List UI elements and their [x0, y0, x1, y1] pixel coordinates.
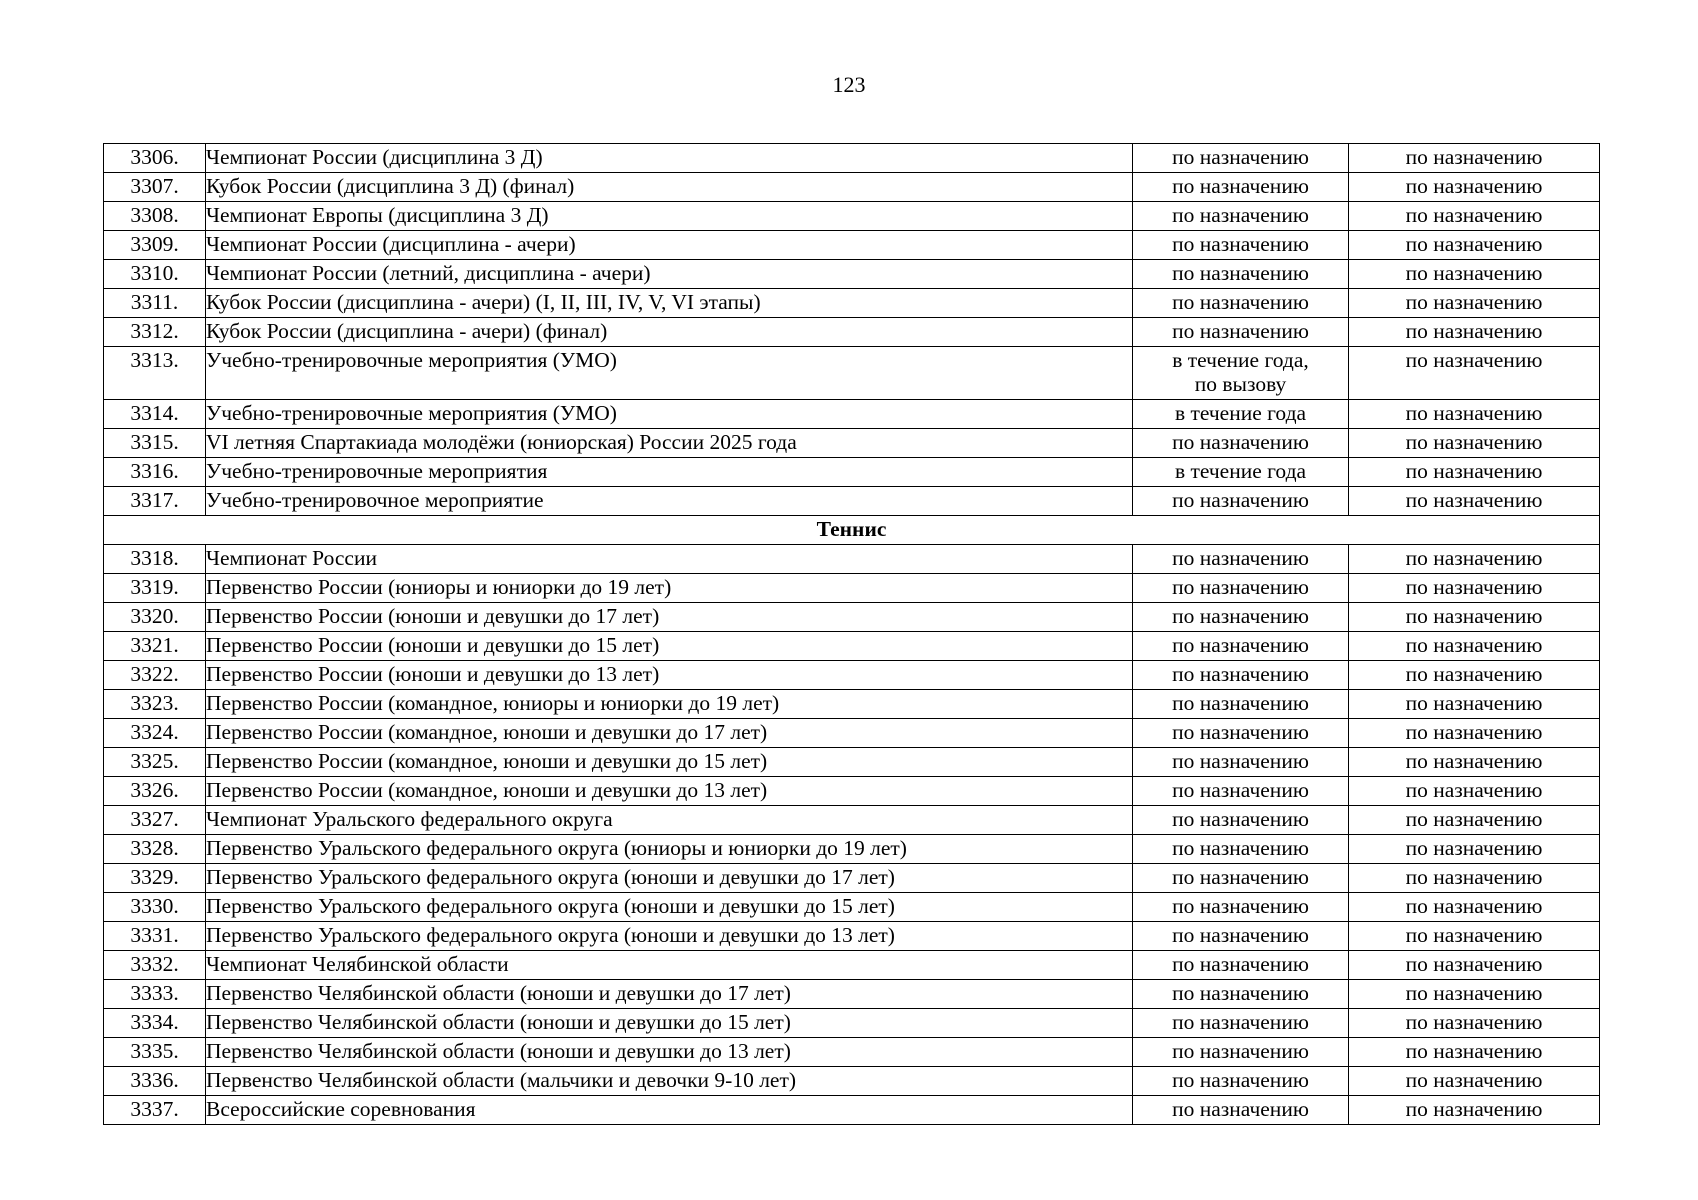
- event-date: по назначению: [1133, 893, 1349, 922]
- row-number: 3332.: [104, 951, 206, 980]
- row-number: 3317.: [104, 487, 206, 516]
- section-title: Теннис: [104, 516, 1600, 545]
- section-header-row: [104, 516, 1600, 545]
- row-number: 3315.: [104, 429, 206, 458]
- event-date: по назначению: [1133, 260, 1349, 289]
- event-name: Первенство Уральского федерального округа (юноши и девушки до 17 лет): [206, 864, 1133, 893]
- table-row: [104, 231, 1600, 260]
- row-number: 3312.: [104, 318, 206, 347]
- event-place: по назначению: [1349, 835, 1600, 864]
- row-number: 3326.: [104, 777, 206, 806]
- event-name: Кубок России (дисциплина - ачери) (финал): [206, 318, 1133, 347]
- table-row: [104, 1067, 1600, 1096]
- event-place: по назначению: [1349, 1038, 1600, 1067]
- event-date: по назначению: [1133, 661, 1349, 690]
- event-date: по назначению: [1133, 144, 1349, 173]
- event-date: по назначению: [1133, 318, 1349, 347]
- event-name: Чемпионат России (дисциплина 3 Д): [206, 144, 1133, 173]
- event-date: по назначению: [1133, 1038, 1349, 1067]
- events-table-body: [104, 144, 1600, 1125]
- event-name: Учебно-тренировочные мероприятия (УМО): [206, 400, 1133, 429]
- event-date: по назначению: [1133, 719, 1349, 748]
- row-number: 3311.: [104, 289, 206, 318]
- table-row: [104, 1009, 1600, 1038]
- row-number: 3334.: [104, 1009, 206, 1038]
- event-place: по назначению: [1349, 777, 1600, 806]
- event-place: по назначению: [1349, 603, 1600, 632]
- event-date: по назначению: [1133, 632, 1349, 661]
- row-number: 3319.: [104, 574, 206, 603]
- row-number: 3329.: [104, 864, 206, 893]
- event-place: по назначению: [1349, 951, 1600, 980]
- event-place: по назначению: [1349, 144, 1600, 173]
- table-row: [104, 603, 1600, 632]
- table-row: [104, 400, 1600, 429]
- event-date-line2: по вызову: [1194, 372, 1287, 396]
- event-date: по назначению: [1133, 1067, 1349, 1096]
- table-row: [104, 1096, 1600, 1125]
- event-place: по назначению: [1349, 545, 1600, 574]
- table-row: [104, 864, 1600, 893]
- event-place: по назначению: [1349, 690, 1600, 719]
- table-row: [104, 487, 1600, 516]
- event-name: Чемпионат России (летний, дисциплина - ачери): [206, 260, 1133, 289]
- event-name: Учебно-тренировочные мероприятия: [206, 458, 1133, 487]
- row-number: 3321.: [104, 632, 206, 661]
- event-place: по назначению: [1349, 202, 1600, 231]
- table-row: [104, 289, 1600, 318]
- row-number: 3336.: [104, 1067, 206, 1096]
- table-row: [104, 632, 1600, 661]
- row-number: 3307.: [104, 173, 206, 202]
- table-row: [104, 922, 1600, 951]
- table-row: [104, 429, 1600, 458]
- event-name: Кубок России (дисциплина - ачери) (I, II, III, IV, V, VI этапы): [206, 289, 1133, 318]
- event-name: Первенство России (юноши и девушки до 13 лет): [206, 661, 1133, 690]
- event-name: Чемпионат Европы (дисциплина 3 Д): [206, 202, 1133, 231]
- table-row: [104, 202, 1600, 231]
- event-place: по назначению: [1349, 661, 1600, 690]
- event-date: по назначению: [1133, 1009, 1349, 1038]
- event-date: по назначению: [1133, 429, 1349, 458]
- event-date: по назначению: [1133, 574, 1349, 603]
- table-row: [104, 951, 1600, 980]
- event-name: Первенство Уральского федерального округа (юниоры и юниорки до 19 лет): [206, 835, 1133, 864]
- row-number: 3314.: [104, 400, 206, 429]
- event-place: по назначению: [1349, 980, 1600, 1009]
- event-name: Учебно-тренировочное мероприятие: [206, 487, 1133, 516]
- event-place: по назначению: [1349, 289, 1600, 318]
- event-date: по назначению: [1133, 835, 1349, 864]
- event-name: Первенство России (командное, юноши и девушки до 17 лет): [206, 719, 1133, 748]
- row-number: 3308.: [104, 202, 206, 231]
- table-row: [104, 806, 1600, 835]
- event-place: по назначению: [1349, 318, 1600, 347]
- event-name: Первенство Уральского федерального округа (юноши и девушки до 15 лет): [206, 893, 1133, 922]
- event-place: по назначению: [1349, 400, 1600, 429]
- event-place: по назначению: [1349, 1096, 1600, 1125]
- event-place: по назначению: [1349, 864, 1600, 893]
- event-name: Чемпионат Челябинской области: [206, 951, 1133, 980]
- event-date: по назначению: [1133, 864, 1349, 893]
- table-row: [104, 835, 1600, 864]
- event-name: VI летняя Спартакиада молодёжи (юниорская) России 2025 года: [206, 429, 1133, 458]
- event-name: Первенство Челябинской области (юноши и девушки до 17 лет): [206, 980, 1133, 1009]
- event-date: по назначению: [1133, 806, 1349, 835]
- row-number: 3335.: [104, 1038, 206, 1067]
- event-name: Первенство Челябинской области (мальчики и девочки 9-10 лет): [206, 1067, 1133, 1096]
- row-number: 3337.: [104, 1096, 206, 1125]
- page-number: 123: [832, 72, 866, 97]
- row-number: 3322.: [104, 661, 206, 690]
- table-row: [104, 173, 1600, 202]
- event-name: Чемпионат Уральского федерального округа: [206, 806, 1133, 835]
- row-number: 3327.: [104, 806, 206, 835]
- event-name: Первенство Челябинской области (юноши и девушки до 13 лет): [206, 1038, 1133, 1067]
- row-number: 3328.: [104, 835, 206, 864]
- row-number: 3323.: [104, 690, 206, 719]
- event-name: Первенство России (командное, юноши и девушки до 13 лет): [206, 777, 1133, 806]
- event-name: Первенство России (командное, юноши и девушки до 15 лет): [206, 748, 1133, 777]
- event-date: в течение года: [1133, 400, 1349, 429]
- event-name: Всероссийские соревнования: [206, 1096, 1133, 1125]
- table-row: [104, 318, 1600, 347]
- table-row: [104, 545, 1600, 574]
- event-name: Первенство России (командное, юниоры и юниорки до 19 лет): [206, 690, 1133, 719]
- event-name: Первенство России (юниоры и юниорки до 19 лет): [206, 574, 1133, 603]
- event-date: по назначению: [1133, 951, 1349, 980]
- event-date: по назначению: [1133, 231, 1349, 260]
- table-row: [104, 690, 1600, 719]
- event-place: по назначению: [1349, 922, 1600, 951]
- table-row: [104, 777, 1600, 806]
- event-date: по назначению: [1133, 980, 1349, 1009]
- event-date: по назначению: [1133, 289, 1349, 318]
- table-row: [104, 719, 1600, 748]
- event-name: Первенство Уральского федерального округа (юноши и девушки до 13 лет): [206, 922, 1133, 951]
- row-number: 3320.: [104, 603, 206, 632]
- table-row: [104, 893, 1600, 922]
- row-number: 3330.: [104, 893, 206, 922]
- table-row: [104, 347, 1600, 400]
- events-table: [103, 143, 1600, 1125]
- event-date: по назначению: [1133, 922, 1349, 951]
- event-date-line1: в течение года,: [1172, 348, 1309, 372]
- event-place: по назначению: [1349, 429, 1600, 458]
- row-number: 3309.: [104, 231, 206, 260]
- event-place: по назначению: [1349, 893, 1600, 922]
- table-row: [104, 574, 1600, 603]
- event-name: Первенство России (юноши и девушки до 15 лет): [206, 632, 1133, 661]
- row-number: 3331.: [104, 922, 206, 951]
- event-date: по назначению: [1133, 603, 1349, 632]
- row-number: 3333.: [104, 980, 206, 1009]
- event-place: по назначению: [1349, 231, 1600, 260]
- event-date: в течение года: [1133, 458, 1349, 487]
- table-row: [104, 260, 1600, 289]
- event-name: Учебно-тренировочные мероприятия (УМО): [206, 347, 1133, 400]
- event-name: Первенство России (юноши и девушки до 17 лет): [206, 603, 1133, 632]
- event-name: Первенство Челябинской области (юноши и девушки до 15 лет): [206, 1009, 1133, 1038]
- event-place: по назначению: [1349, 173, 1600, 202]
- event-date: по назначению: [1133, 1096, 1349, 1125]
- table-row: [104, 458, 1600, 487]
- event-place: по назначению: [1349, 574, 1600, 603]
- event-place: по назначению: [1349, 1009, 1600, 1038]
- event-place: по назначению: [1349, 347, 1600, 400]
- row-number: 3310.: [104, 260, 206, 289]
- row-number: 3318.: [104, 545, 206, 574]
- event-date: по назначению: [1133, 202, 1349, 231]
- event-name: Кубок России (дисциплина 3 Д) (финал): [206, 173, 1133, 202]
- event-place: по назначению: [1349, 260, 1600, 289]
- event-place: по назначению: [1349, 748, 1600, 777]
- row-number: 3325.: [104, 748, 206, 777]
- event-name: Чемпионат России (дисциплина - ачери): [206, 231, 1133, 260]
- table-row: [104, 1038, 1600, 1067]
- event-name: Чемпионат России: [206, 545, 1133, 574]
- row-number: 3306.: [104, 144, 206, 173]
- row-number: 3313.: [104, 347, 206, 400]
- event-place: по назначению: [1349, 632, 1600, 661]
- event-date: по назначению: [1133, 748, 1349, 777]
- table-row: [104, 144, 1600, 173]
- event-date: по назначению: [1133, 545, 1349, 574]
- event-place: по назначению: [1349, 458, 1600, 487]
- event-date: по назначению: [1133, 487, 1349, 516]
- event-place: по назначению: [1349, 719, 1600, 748]
- row-number: 3324.: [104, 719, 206, 748]
- table-row: [104, 980, 1600, 1009]
- event-date: [1133, 347, 1349, 400]
- table-row: [104, 661, 1600, 690]
- event-place: по назначению: [1349, 487, 1600, 516]
- event-date: по назначению: [1133, 777, 1349, 806]
- table-row: [104, 748, 1600, 777]
- event-place: по назначению: [1349, 1067, 1600, 1096]
- event-date: по назначению: [1133, 173, 1349, 202]
- event-date: по назначению: [1133, 690, 1349, 719]
- event-place: по назначению: [1349, 806, 1600, 835]
- row-number: 3316.: [104, 458, 206, 487]
